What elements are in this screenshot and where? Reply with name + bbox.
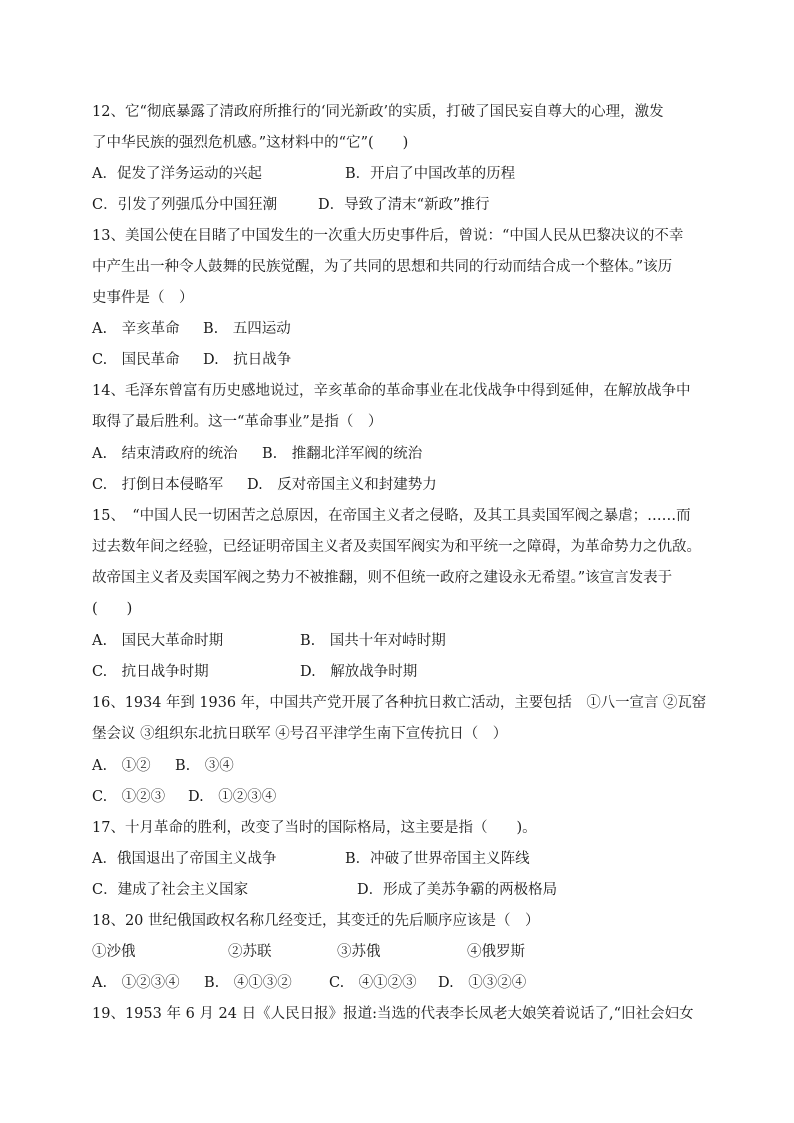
q16-option-a: A. ①②	[92, 758, 151, 774]
q14-stem-line-2: 取得了最后胜利。这一“革命事业”是指（ ）	[92, 414, 383, 430]
q17-option-c: C．建成了社会主义国家	[92, 882, 249, 898]
q13-option-c: C. 国民革命	[92, 352, 180, 368]
q12-stem-line-1: 12、它“彻底暴露了清政府所推行的‘同光新政’的实质，打破了国民妄自尊大的心理，激发	[92, 104, 664, 120]
q15-stem-line-3: 故帝国主义者及卖国军阀之势力不被推翻，则不但统一政府之建设永无希望。”该宣言发表于	[92, 570, 673, 586]
q18-stem-line-1: 18、20 世纪俄国政权名称几经变迁，其变迁的先后顺序应该是（ ）	[92, 913, 540, 929]
q18-item-3: ③苏俄	[337, 944, 381, 960]
q15-stem-line-4: ( )	[92, 601, 133, 617]
q18-option-d: D. ①③②④	[438, 975, 527, 991]
q16-option-b: B. ③④	[175, 758, 234, 774]
q13-option-a: A. 辛亥革命	[92, 321, 180, 337]
q16-stem-line-2: 堡会议 ③组织东北抗日联军 ④号召平津学生南下宣传抗日（ ）	[92, 726, 508, 742]
q12-option-c: C．引发了列强瓜分中国狂潮	[92, 197, 278, 213]
q18-option-c: C. ④①②③	[329, 975, 417, 991]
q12-option-b: B．开启了中国改革的历程	[345, 166, 516, 182]
q15-stem-line-2: 过去数年间之经验，已经证明帝国主义者及卖国军阀实为和平统一之障碍，为革命势力之仇敌。	[92, 539, 701, 555]
q14-option-a: A. 结束清政府的统治	[92, 446, 238, 462]
q12-stem-line-2: 了中华民族的强烈危机感。”这材料中的“它”( )	[92, 135, 409, 151]
q13-stem-line-2: 中产生出一种令人鼓舞的民族觉醒，为了共同的思想和共同的行动而结合成一个整体。”该历	[92, 259, 673, 275]
q18-item-2: ②苏联	[228, 944, 272, 960]
q18-item-4: ④俄罗斯	[467, 944, 525, 960]
q17-option-a: A．俄国退出了帝国主义战争	[92, 851, 277, 867]
q15-option-c: C. 抗日战争时期	[92, 664, 209, 680]
q18-option-a: A. ①②③④	[92, 975, 180, 991]
q17-option-d: D．形成了美苏争霸的两极格局	[357, 882, 558, 898]
q14-option-b: B. 推翻北洋军阀的统治	[262, 446, 423, 462]
q15-option-d: D. 解放战争时期	[300, 664, 418, 680]
q14-option-c: C. 打倒日本侵略军	[92, 477, 224, 493]
q15-option-a: A. 国民大革命时期	[92, 633, 224, 649]
q13-option-b: B. 五四运动	[203, 321, 291, 337]
q16-option-c: C. ①②③	[92, 789, 166, 805]
q17-stem-line-1: 17、十月革命的胜利，改变了当时的国际格局，这主要是指（ )。	[92, 820, 537, 836]
q15-stem-line-1: 15、 “中国人民一切困苦之总原因，在帝国主义者之侵略，及其工具卖国军阀之暴虐；……而	[92, 508, 691, 524]
q14-stem-line-1: 14、毛泽东曾富有历史感地说过，辛亥革命的革命事业在北伐战争中得到延伸，在解放战争中	[92, 383, 691, 399]
q19-stem-line-1: 19、1953 年 6 月 24 日《人民日报》报道:当选的代表李长凤老大娘笑着说话了,“旧社会妇女	[92, 1006, 694, 1022]
q16-option-d: D. ①②③④	[188, 789, 277, 805]
q17-option-b: B．冲破了世界帝国主义阵线	[345, 851, 530, 867]
q18-item-1: ①沙俄	[92, 944, 136, 960]
q14-option-d: D. 反对帝国主义和封建势力	[247, 477, 437, 493]
q13-stem-line-1: 13、美国公使在目睹了中国发生的一次重大历史事件后，曾说：“中国人民从巴黎决议的不幸	[92, 228, 684, 244]
q16-stem-line-1: 16、1934 年到 1936 年，中国共产党开展了各种抗日救亡活动，主要包括 ①八一宣言 ②瓦窑	[92, 695, 707, 711]
q12-option-d: D．导致了清末“新政”推行	[318, 197, 490, 213]
q13-option-d: D. 抗日战争	[203, 352, 292, 368]
q12-option-a: A．促发了洋务运动的兴起	[92, 166, 262, 182]
q13-stem-line-3: 史事件是（ ）	[92, 290, 194, 306]
q18-option-b: B. ④①③②	[204, 975, 292, 991]
q15-option-b: B. 国共十年对峙时期	[300, 633, 446, 649]
